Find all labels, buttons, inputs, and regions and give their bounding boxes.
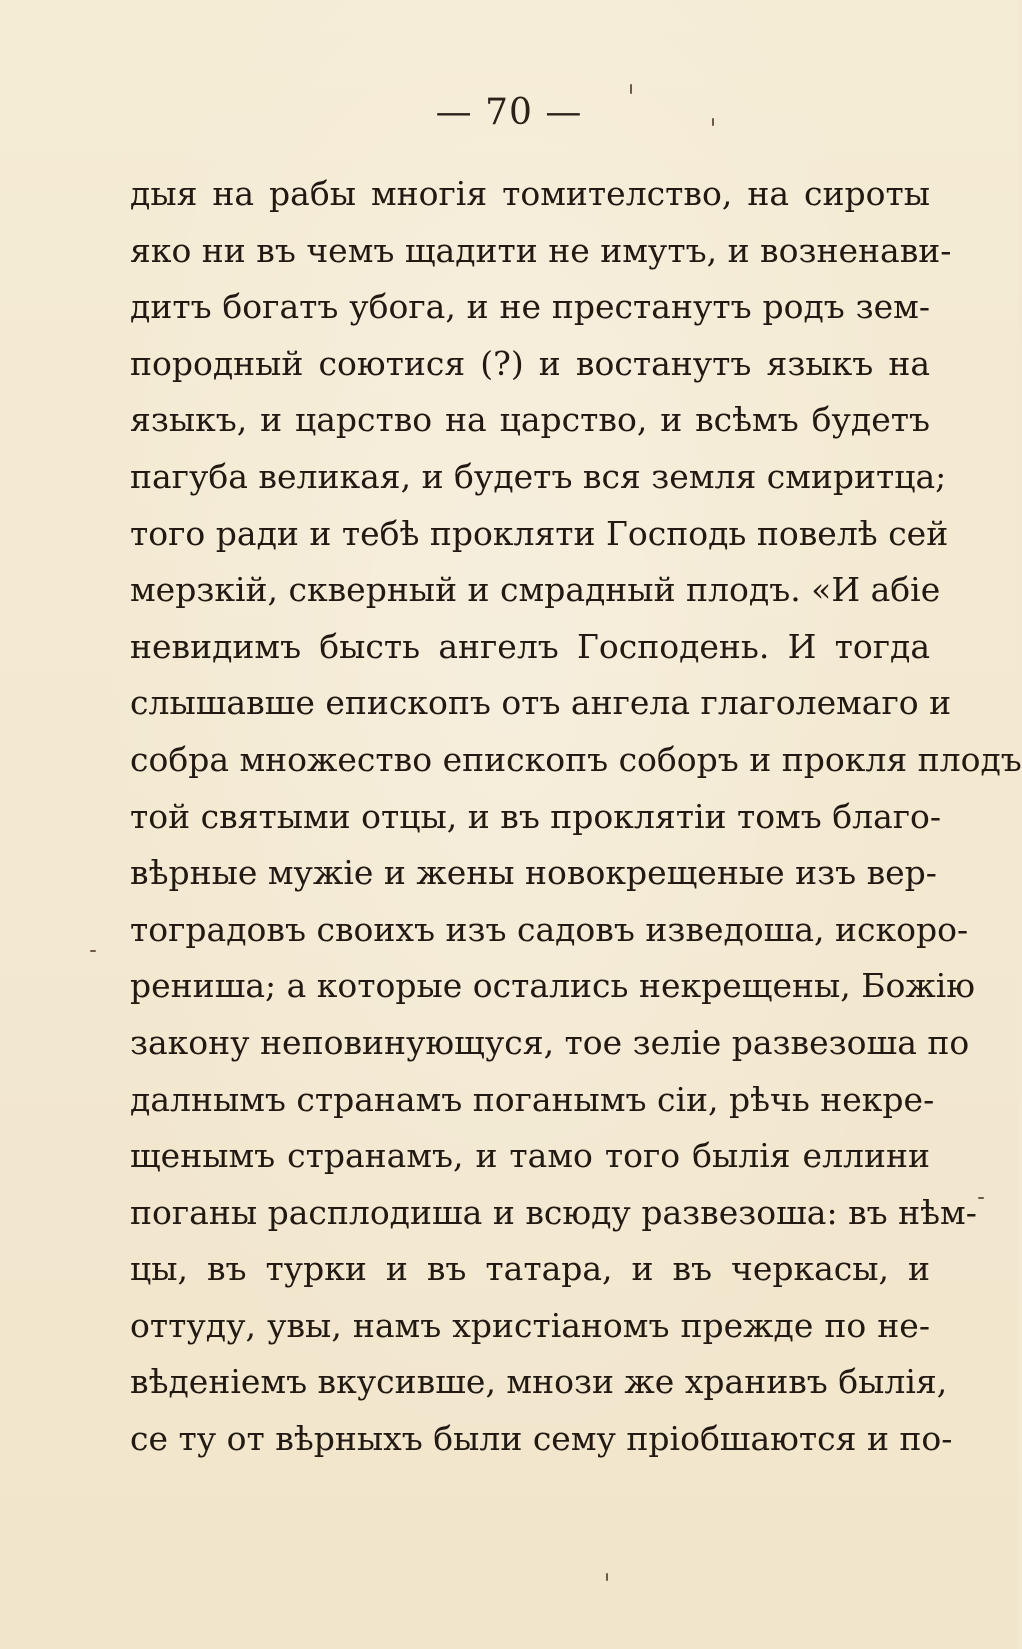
paper-speck — [712, 118, 714, 126]
text-line: породный соютися (?) и востанутъ языкъ на — [130, 343, 930, 383]
paper-speck — [606, 1573, 608, 1581]
text-line: вѣрные мужіе и жены новокрещеные изъ вер- — [130, 853, 937, 893]
text-line: того ради и тебѣ прокляти Господь повелѣ сей — [130, 513, 949, 553]
text-line: вѣденіемъ вкусивше, мнози же хранивъ былія, — [130, 1362, 948, 1402]
text-line: цы, въ турки и въ татара, и въ черкасы, и — [130, 1249, 930, 1289]
text-line: невидимъ бысть ангелъ Господень. И тогда — [130, 626, 930, 666]
text-line: мерзкій, скверный и смрадный плодъ. «И абіе — [130, 570, 941, 610]
text-line: оттуду, увы, намъ христіаномъ прежде по не- — [130, 1305, 930, 1345]
text-line: дитъ богатъ убога, и не престанутъ родъ зем- — [130, 287, 930, 327]
text-line: той святыми отцы, и въ проклятіи томъ благо- — [130, 796, 942, 836]
text-line: слышавше епископъ отъ ангела глаголемаго и — [130, 683, 952, 723]
text-line: тоградовъ своихъ изъ садовъ изведоша, искоро- — [130, 909, 969, 949]
text-line: далнымъ странамъ поганымъ сіи, рѣчь некре- — [130, 1079, 935, 1119]
paper-speck — [90, 950, 96, 952]
text-line: закону неповинующуся, тое зеліе развезоша по — [130, 1022, 970, 1062]
text-line: рениша; а которые остались некрещены, Божію — [130, 966, 975, 1006]
text-line: пагуба великая, и будетъ вся земля смиритца; — [130, 456, 947, 496]
text-line: щенымъ странамъ, и тамо того былія еллини — [130, 1136, 930, 1176]
text-line: яко ни въ чемъ щадити не имутъ, и возненави- — [130, 230, 952, 270]
text-line: поганы расплодиша и всюду развезоша: въ нѣм- — [130, 1192, 977, 1232]
body-text — [130, 166, 1022, 1468]
paper-speck — [978, 1197, 984, 1199]
text-line: собра множество епископъ соборъ и прокля плодъ — [130, 739, 1022, 779]
page-number: — 70 — — [435, 92, 583, 133]
text-line: дыя на рабы многія томителство, на сироты — [130, 174, 930, 213]
paper-speck — [630, 84, 632, 94]
text-line: языкъ, и царство на царство, и всѣмъ будетъ — [130, 400, 930, 440]
text-line: се ту от вѣрныхъ были сему пріобшаются и по- — [130, 1419, 953, 1459]
